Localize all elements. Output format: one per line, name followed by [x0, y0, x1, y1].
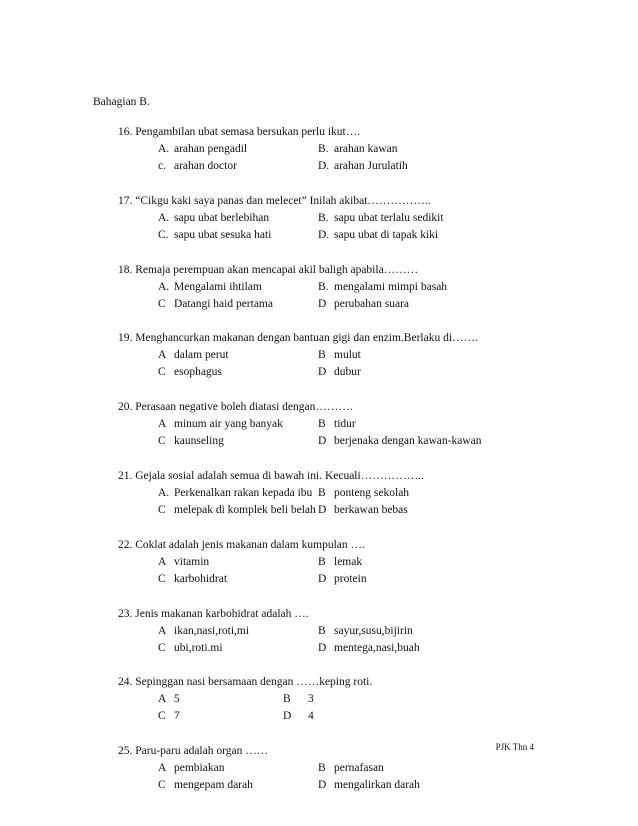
question-number: 24.: [118, 676, 133, 689]
answer-option: [318, 416, 356, 433]
option-row: [118, 296, 598, 313]
question-number: 22.: [118, 538, 133, 551]
option-text: melepak di komplek beli belah: [174, 503, 316, 516]
option-letter: B: [318, 486, 326, 499]
question-text: Paru-paru adalah organ ……: [135, 745, 269, 758]
option-letter: A: [158, 762, 167, 775]
option-letter: A.: [158, 211, 170, 224]
option-text: mentega,nasi,buah: [334, 641, 420, 654]
option-letter: C: [158, 435, 166, 448]
question-text: “Cikgu kaki saya panas dan melecet” Inilah akibat……………..: [135, 194, 431, 207]
option-row: [118, 279, 598, 296]
option-text: sapu ubat sesuka hati: [174, 228, 272, 241]
question-stem: [118, 468, 598, 485]
option-letter: C: [158, 366, 166, 379]
question-item: [118, 193, 598, 262]
answer-option: [158, 708, 180, 725]
question-text: Remaja perempuan akan mencapai akil baligh apabila………: [135, 263, 419, 276]
option-letter: D: [318, 779, 327, 792]
option-letter: D.: [318, 160, 330, 172]
question-stem: [118, 330, 598, 347]
option-text: arahan pengadil: [174, 143, 248, 155]
option-text: 3: [308, 693, 314, 706]
option-text: karbohidrat: [174, 572, 228, 585]
option-letter: B: [318, 555, 326, 568]
option-text: vitamin: [174, 555, 210, 568]
question-number: 19.: [118, 332, 133, 345]
option-text: arahan Jurulatih: [334, 160, 408, 172]
question-item: [118, 330, 598, 399]
option-letter: A: [158, 349, 167, 362]
question-list: [118, 124, 598, 812]
option-row: [118, 502, 598, 519]
option-row: [118, 158, 598, 175]
question-stem: [118, 606, 598, 623]
option-letter: A.: [158, 143, 170, 155]
answer-option: [158, 210, 269, 227]
option-letter: D: [283, 710, 292, 723]
page-footer: PJK Thn 4: [495, 742, 534, 752]
answer-option: [318, 227, 438, 244]
option-text: perubahan suara: [334, 297, 410, 310]
answer-option: [318, 760, 384, 777]
option-text: tidur: [334, 418, 356, 431]
answer-option: [318, 296, 409, 313]
question-text: Perasaan negative boleh diatasi dengan……….: [135, 401, 353, 414]
section-title: Bahagian B.: [93, 96, 150, 108]
question-text: Jenis makanan karbohidrat adalah ….: [135, 607, 309, 620]
option-row: [118, 347, 598, 364]
answer-option: [158, 416, 283, 433]
question-stem: [118, 193, 598, 210]
option-text: esophagus: [174, 366, 222, 379]
answer-option: [158, 691, 180, 708]
option-letter: B.: [318, 143, 329, 155]
option-text: dalam perut: [174, 349, 229, 362]
option-letter: C: [158, 297, 166, 310]
option-row: [118, 760, 598, 777]
answer-option: [158, 433, 224, 450]
option-row: [118, 433, 598, 450]
option-text: berkawan bebas: [334, 503, 408, 516]
question-text: Sepinggan nasi bersamaan dengan ……keping roti.: [135, 676, 373, 689]
answer-option: [158, 296, 273, 313]
option-text: 4: [308, 710, 314, 723]
question-item: [118, 674, 598, 743]
answer-option: [158, 279, 262, 296]
option-text: dubur: [334, 366, 361, 379]
option-letter: D: [318, 503, 327, 516]
answer-option: [158, 502, 316, 519]
option-letter: C: [158, 779, 166, 792]
question-item: [118, 743, 598, 812]
answer-option: [158, 760, 224, 777]
answer-option: [158, 227, 271, 244]
option-row: [118, 485, 598, 502]
option-text: arahan kawan: [334, 143, 398, 155]
answer-option: [158, 777, 253, 794]
answer-option: [158, 640, 223, 657]
option-text: sayur,susu,bijirin: [334, 624, 413, 637]
answer-option: [158, 554, 209, 571]
answer-option: [318, 364, 361, 381]
option-text: 7: [174, 710, 180, 723]
option-letter: C.: [158, 228, 169, 241]
option-letter: D: [318, 435, 327, 448]
answer-option: [318, 502, 408, 519]
question-item: [118, 606, 598, 675]
question-number: 21.: [118, 469, 133, 482]
answer-option: [158, 364, 222, 381]
option-row: [118, 640, 598, 657]
answer-option: [318, 571, 367, 588]
option-row: [118, 227, 598, 244]
question-stem: [118, 674, 598, 691]
option-letter: C: [158, 572, 166, 585]
option-text: Datangi haid pertama: [174, 297, 273, 310]
answer-option: [318, 777, 420, 794]
option-letter: B: [318, 418, 326, 431]
answer-option: [283, 691, 314, 708]
option-text: mulut: [334, 349, 361, 362]
answer-option: [283, 708, 314, 725]
option-letter: A: [158, 555, 167, 568]
option-row: [118, 416, 598, 433]
question-number: 23.: [118, 607, 133, 620]
option-row: [118, 364, 598, 381]
option-letter: A.: [158, 486, 170, 499]
question-number: 20.: [118, 401, 133, 414]
option-text: ikan,nasi,roti,mi: [174, 624, 250, 637]
answer-option: [318, 554, 362, 571]
option-letter: D.: [318, 228, 330, 241]
answer-option: [318, 279, 447, 296]
answer-option: [318, 347, 361, 364]
option-letter: D: [318, 572, 327, 585]
option-letter: c.: [158, 160, 166, 172]
option-text: mengalami mimpi basah: [334, 280, 448, 293]
option-letter: D: [318, 641, 327, 654]
question-stem: [118, 262, 598, 279]
option-text: kaunseling: [174, 435, 224, 448]
option-text: ubi,roti.mi: [174, 641, 223, 654]
answer-option: [158, 571, 227, 588]
option-letter: A.: [158, 280, 170, 293]
option-row: [118, 554, 598, 571]
option-row: [118, 777, 598, 794]
question-number: 16.: [118, 126, 133, 138]
option-text: mengepam darah: [174, 779, 253, 792]
option-text: Perkenalkan rakan kepada ibu: [174, 486, 313, 499]
option-letter: B.: [318, 280, 329, 293]
option-text: ponteng sekolah: [334, 486, 410, 499]
option-row: [118, 623, 598, 640]
option-letter: A: [158, 624, 167, 637]
option-letter: B.: [318, 211, 329, 224]
question-text: Gejala sosial adalah semua di bawah ini. Kecuali……………..: [135, 469, 424, 482]
answer-option: [158, 158, 237, 175]
answer-option: [158, 623, 249, 640]
option-text: Mengalami ihtilam: [174, 280, 262, 293]
option-letter: B: [283, 693, 291, 706]
option-text: pernafasan: [334, 762, 384, 775]
answer-option: [318, 433, 482, 450]
question-stem: [118, 537, 598, 554]
option-text: berjenaka dengan kawan-kawan: [334, 435, 482, 448]
question-number: 17.: [118, 194, 133, 207]
option-letter: A: [158, 693, 167, 706]
answer-option: [318, 485, 409, 502]
answer-option: [318, 623, 413, 640]
option-letter: B: [318, 624, 326, 637]
option-text: mengalirkan darah: [334, 779, 420, 792]
answer-option: [318, 640, 420, 657]
answer-option: [318, 141, 398, 158]
question-item: [118, 124, 598, 193]
option-row: [118, 708, 598, 725]
question-number: 25.: [118, 745, 133, 758]
answer-option: [158, 141, 247, 158]
option-text: pembiakan: [174, 762, 225, 775]
option-letter: C: [158, 503, 166, 516]
answer-option: [318, 210, 444, 227]
option-text: arahan doctor: [174, 160, 237, 172]
option-row: [118, 571, 598, 588]
answer-option: [158, 485, 312, 502]
option-text: sapu ubat di tapak kiki: [334, 228, 439, 241]
option-letter: C: [158, 641, 166, 654]
question-text: Menghancurkan makanan dengan bantuan gigi dan enzim.Berlaku di…….: [135, 332, 478, 345]
question-item: [118, 399, 598, 468]
option-letter: D: [318, 366, 327, 379]
option-letter: A: [158, 418, 167, 431]
answer-option: [158, 347, 229, 364]
option-letter: B: [318, 349, 326, 362]
question-text: Coklat adalah jenis makanan dalam kumpulan ….: [135, 538, 365, 551]
option-text: sapu ubat terlalu sedikit: [334, 211, 444, 224]
answer-option: [318, 158, 408, 175]
option-letter: C: [158, 710, 166, 723]
option-row: [118, 141, 598, 158]
question-item: [118, 537, 598, 606]
option-text: sapu ubat berlebihan: [174, 211, 270, 224]
question-item: [118, 468, 598, 537]
option-text: protein: [334, 572, 367, 585]
option-row: [118, 210, 598, 227]
question-item: [118, 262, 598, 331]
question-number: 18.: [118, 263, 133, 276]
option-text: 5: [174, 693, 180, 706]
option-text: lemak: [334, 555, 363, 568]
question-stem: [118, 399, 598, 416]
question-stem: [118, 124, 598, 141]
option-row: [118, 691, 598, 708]
option-text: minum air yang banyak: [174, 418, 283, 431]
question-text: Pengambilan ubat semasa bersukan perlu ikut….: [135, 126, 361, 138]
option-letter: B: [318, 762, 326, 775]
option-letter: D: [318, 297, 327, 310]
